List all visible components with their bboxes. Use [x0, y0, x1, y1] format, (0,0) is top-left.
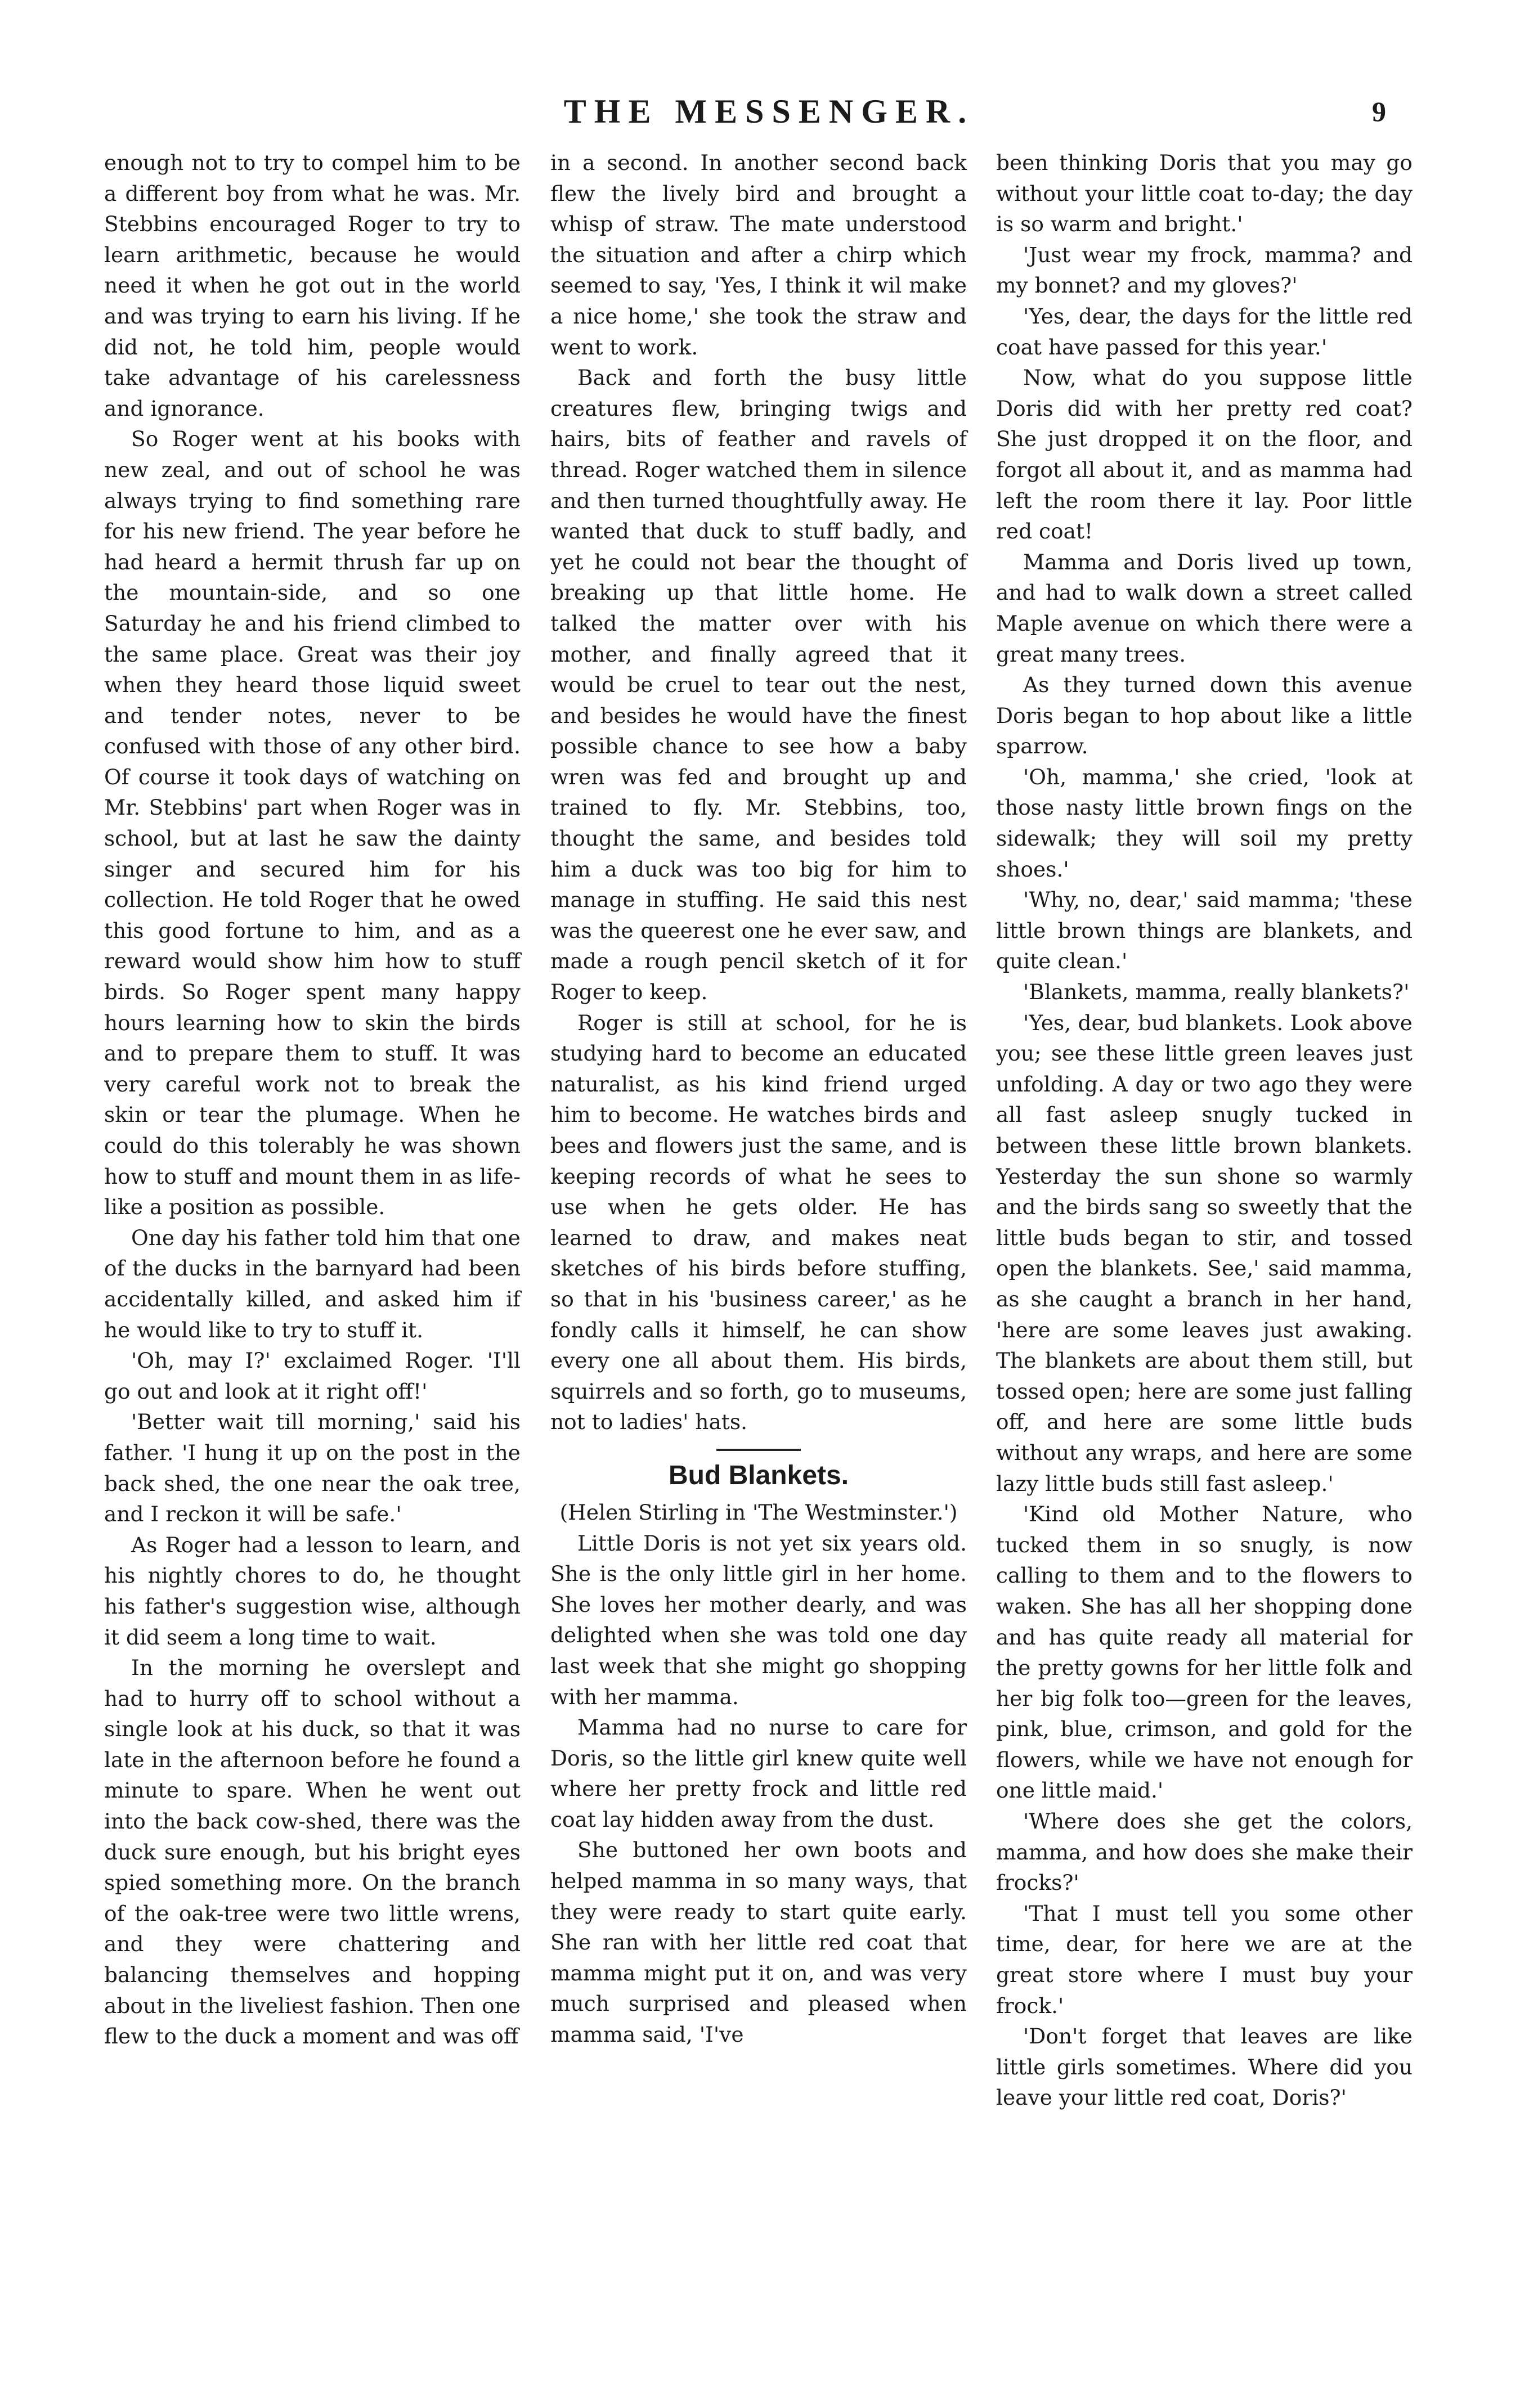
- column-1: [104, 147, 521, 2052]
- paragraph: Little Doris is not yet six years old. She is the only little girl in her home. She loves her mother dearly, and was delighted when she was told one day last week that she might go shopping with her mamma.: [550, 1530, 967, 1709]
- paragraph: Now, what do you suppose little Doris did with her pretty red coat? She just dropped it on the floor, and forgot all about it, and as mamma had left the room there it lay. Poor little red coat!: [996, 365, 1413, 544]
- paragraph: 'That I must tell you some other time, dear, for here we are at the great store where I must buy your frock.': [996, 1901, 1413, 2018]
- paragraph: in a second. In another second back flew the lively bird and brought a whisp of straw. The mate understood the situation and after a chirp which seemed to say, 'Yes, I think it wil make a nice home,' she took the straw and went to work.: [550, 150, 967, 360]
- paragraph: Mamma and Doris lived up town, and had to walk down a street called Maple avenue on which there were a great many trees.: [996, 549, 1413, 667]
- paragraph: Roger is still at school, for he is studying hard to become an educated naturalist, as his kind friend urged him to become. He watches birds and bees and flowers just the same, and is keeping records of what he sees to use when he gets older. He has learned to draw, and makes neat sketches of his birds before stuffing, so that in his 'business career,' as he fondly calls it himself, he can show every one all about them. His birds, squirrels and so forth, go to museums, not to ladies' hats.: [550, 1010, 967, 1435]
- paragraph: In the morning he overslept and had to hurry off to school without a single look at his duck, so that it was late in the afternoon before he found a minute to spare. When he went out into the back cow-shed, there was the duck sure enough, but his bright eyes spied something more. On the branch of the oak-tree were two little wrens, and they were chattering and balancing themselves and hopping about in the liveliest fashion. Then one flew to the duck a moment and was off: [104, 1655, 521, 2049]
- paragraph: Mamma had no nurse to care for Doris, so the little girl knew quite well where her pretty frock and little red coat lay hidden away from the dust.: [550, 1715, 967, 1832]
- paragraph: So Roger went at his books with new zeal, and out of school he was always trying to find something rare for his new friend. The year before he had heard a hermit thrush far up on the mountain-side, and so one Saturday he and his friend climbed to the same place. Great was their joy when they heard those liquid sweet and tender notes, never to be confused with those of any other bird. Of course it took days of watching on Mr. Stebbins' part when Roger was in school, but at last he saw the dainty singer and secured him for his collection. He told Roger that he owed this good fortune to him, and as a reward would show him how to stuff birds. So Roger spent many happy hours learning how to skin the birds and to prepare them to stuff. It was very careful work not to break the skin or tear the plumage. When he could do this tolerably he was shown how to stuff and mount them in as life-like a position as possible.: [104, 426, 521, 1220]
- paragraph: 'Yes, dear, bud blankets. Look above you; see these little green leaves just unfolding. A day or two ago they were all fast asleep snugly tucked in between these little brown blankets. Yesterday the sun shone so warmly and the birds sang so sweetly that the little buds began to stir, and tossed open the blankets. See,' said mamma, as she caught a branch in her hand, 'here are some leaves just awaking. The blankets are about them still, but tossed open; here are some just falling off, and here are some little buds without any wraps, and here are some lazy little buds still fast asleep.': [996, 1010, 1413, 1496]
- publication-title: THE MESSENGER.: [563, 93, 975, 130]
- column-2: [550, 147, 967, 2050]
- page-number: 9: [1372, 96, 1386, 127]
- section-divider: [716, 1449, 801, 1451]
- paragraph: 'Blankets, mamma, really blankets?': [1023, 980, 1410, 1005]
- paragraph: As they turned down this avenue Doris began to hop about like a little sparrow.: [996, 672, 1413, 759]
- paragraph: enough not to try to compel him to be a different boy from what he was. Mr. Stebbins encouraged Roger to try to learn arithmetic, because he would need it when he got out in the world and was trying to earn his living. If he did not, he told him, people would take advantage of his carelessness and ignorance.: [104, 150, 521, 421]
- story-heading: Bud Blankets.: [668, 1460, 849, 1490]
- paragraph: 'Where does she get the colors, mamma, and how does she make their frocks?': [996, 1809, 1413, 1895]
- column-3: [996, 147, 1413, 2113]
- story-credit: (Helen Stirling in 'The Westminster.'): [559, 1499, 958, 1525]
- paragraph: 'Oh, may I?' exclaimed Roger. 'I'll go out and look at it right off!': [104, 1348, 521, 1404]
- paragraph: been thinking Doris that you may go without your little coat to-day; the day is so warm and bright.': [996, 150, 1413, 237]
- paragraph: One day his father told him that one of the ducks in the barnyard had been accidentally killed, and asked him if he would like to try to stuff it.: [104, 1225, 521, 1342]
- paragraph: 'Why, no, dear,' said mamma; 'these little brown things are blankets, and quite clean.': [996, 887, 1413, 974]
- paragraph: As Roger had a lesson to learn, and his nightly chores to do, he thought his father's suggestion wise, although it did seem a long time to wait.: [104, 1532, 521, 1650]
- masthead: [0, 89, 1538, 134]
- paragraph: 'Kind old Mother Nature, who tucked them in so snugly, is now calling to them and to the flowers to waken. She has all her shopping done and has quite ready all material for the pretty gowns for her little folk and her big folk too—green for the leaves, pink, blue, crimson, and gold for the flowers, while we have not enough for one little maid.': [996, 1502, 1413, 1803]
- paragraph: She buttoned her own boots and helped mamma in so many ways, that they were ready to start quite early. She ran with her little red coat that mamma might put it on, and was very much surprised and pleased when mamma said, 'I've: [550, 1838, 967, 2047]
- paragraph: 'Yes, dear, the days for the little red coat have passed for this year.': [996, 303, 1413, 360]
- paragraph: 'Just wear my frock, mamma? and my bonnet? and my gloves?': [996, 242, 1413, 298]
- paragraph: Back and forth the busy little creatures flew, bringing twigs and hairs, bits of feather and ravels of thread. Roger watched them in silence and then turned thoughtfully away. He wanted that duck to stuff badly, and yet he could not bear the thought of breaking up that little home. He talked the matter over with his mother, and finally agreed that it would be cruel to tear out the nest, and besides he would have the finest possible chance to see how a baby wren was fed and brought up and trained to fly. Mr. Stebbins, too, thought the same, and besides told him a duck was too big for him to manage in stuffing. He said this nest was the queerest one he ever saw, and made a rough pencil sketch of it for Roger to keep.: [550, 365, 967, 1005]
- paragraph: 'Better wait till morning,' said his father. 'I hung it up on the post in the back shed, the one near the oak tree, and I reckon it will be safe.': [104, 1409, 521, 1527]
- paragraph: 'Don't forget that leaves are like little girls sometimes. Where did you leave your little red coat, Doris?': [996, 2024, 1413, 2110]
- paragraph: 'Oh, mamma,' she cried, 'look at those nasty little brown fings on the sidewalk; they will soil my pretty shoes.': [996, 764, 1413, 882]
